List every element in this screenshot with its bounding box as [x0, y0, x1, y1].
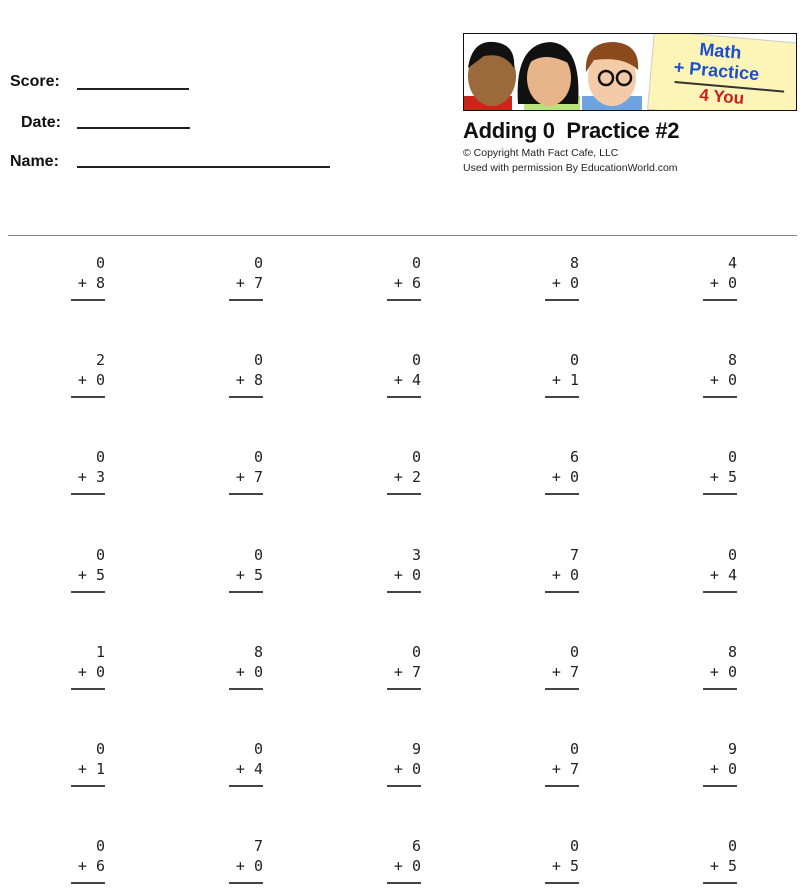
bottom-addend: 1 [569, 371, 579, 390]
bottom-addend: 7 [253, 274, 263, 292]
bottom-addend: 7 [253, 468, 263, 487]
bottom-addend-row [387, 662, 421, 682]
addition-problem [545, 836, 579, 884]
bottom-addend: 0 [411, 760, 421, 778]
bottom-addend-row [545, 759, 579, 779]
bottom-addend: 4 [411, 371, 421, 390]
plus-sign: + [709, 274, 719, 292]
top-addend: 0 [727, 545, 737, 564]
bottom-addend-row [229, 467, 263, 487]
answer-line[interactable] [387, 299, 421, 301]
answer-line[interactable] [703, 785, 737, 787]
bottom-addend-row [71, 370, 105, 390]
answer-line[interactable] [71, 493, 105, 495]
bottom-addend: 3 [95, 468, 105, 487]
bottom-addend-row [229, 565, 263, 585]
plus-sign: + [709, 468, 719, 487]
bottom-addend: 0 [569, 468, 579, 487]
top-addend: 0 [569, 642, 579, 661]
bottom-addend-row [71, 273, 105, 293]
addition-problem [545, 642, 579, 690]
bottom-addend-row [387, 467, 421, 487]
addition-problem [71, 642, 105, 690]
plus-sign: + [551, 468, 561, 487]
bottom-addend: 4 [253, 760, 263, 778]
addition-problem [387, 350, 421, 398]
answer-line[interactable] [229, 396, 263, 398]
bottom-addend: 0 [569, 565, 579, 584]
top-addend: 0 [95, 254, 105, 272]
bottom-addend-row [71, 759, 105, 779]
bottom-addend: 4 [727, 565, 737, 584]
bottom-addend: 5 [95, 565, 105, 584]
top-addend: 3 [411, 545, 421, 564]
top-addend: 0 [95, 448, 105, 467]
plus-sign: + [235, 857, 245, 876]
answer-line[interactable] [703, 396, 737, 398]
bottom-addend-row [387, 856, 421, 876]
answer-line[interactable] [387, 785, 421, 787]
top-addend: 0 [411, 642, 421, 661]
logo-math: Math [698, 39, 743, 63]
plus-sign: + [551, 760, 561, 778]
plus-sign: + [393, 662, 403, 681]
bottom-addend-row [71, 662, 105, 682]
bottom-addend-row [71, 467, 105, 487]
addition-problem [229, 545, 263, 593]
plus-sign: + [551, 274, 561, 292]
bottom-addend: 7 [569, 662, 579, 681]
addition-problem [387, 642, 421, 690]
bottom-addend-row [545, 662, 579, 682]
answer-line[interactable] [387, 396, 421, 398]
addition-problem [703, 253, 737, 301]
bottom-addend-row [229, 370, 263, 390]
bottom-addend-row [545, 856, 579, 876]
addition-problem [229, 642, 263, 690]
plus-sign: + [393, 274, 403, 292]
top-addend: 9 [727, 740, 737, 758]
answer-line[interactable] [71, 299, 105, 301]
addition-problem [703, 739, 737, 787]
bottom-addend-row [703, 759, 737, 779]
top-addend: 0 [253, 351, 263, 370]
answer-line[interactable] [545, 785, 579, 787]
bottom-addend: 2 [411, 468, 421, 487]
plus-sign: + [393, 760, 403, 778]
score-label: Score: [10, 73, 60, 90]
bottom-addend: 0 [727, 274, 737, 292]
addition-problem [545, 545, 579, 593]
top-addend: 4 [727, 254, 737, 272]
plus-sign: + [709, 857, 719, 876]
addition-problem [71, 447, 105, 495]
math-practice-logo [463, 33, 797, 111]
bottom-addend-row [387, 759, 421, 779]
addition-problem [71, 350, 105, 398]
answer-line[interactable] [387, 688, 421, 690]
plus-sign: + [77, 468, 87, 487]
bottom-addend-row [71, 565, 105, 585]
top-addend: 0 [727, 837, 737, 856]
kids-illustration [464, 34, 664, 110]
bottom-addend-row [229, 759, 263, 779]
top-addend: 0 [569, 351, 579, 370]
addition-problem [703, 447, 737, 495]
addition-problem [71, 253, 105, 301]
answer-line[interactable] [229, 785, 263, 787]
addition-problem [71, 836, 105, 884]
plus-sign: + [393, 371, 403, 390]
bottom-addend-row [229, 273, 263, 293]
plus-sign: + [393, 565, 403, 584]
bottom-addend: 0 [95, 662, 105, 681]
bottom-addend-row [703, 662, 737, 682]
plus-sign: + [235, 662, 245, 681]
bottom-addend-row [71, 856, 105, 876]
answer-line[interactable] [545, 591, 579, 593]
addition-problem [545, 253, 579, 301]
answer-line[interactable] [71, 688, 105, 690]
plus-sign: + [77, 565, 87, 584]
header-divider [8, 235, 797, 236]
bottom-addend: 7 [569, 760, 579, 778]
top-addend: 0 [253, 254, 263, 272]
bottom-addend: 0 [727, 371, 737, 390]
addition-problem [229, 350, 263, 398]
plus-sign: + [393, 468, 403, 487]
answer-line[interactable] [229, 299, 263, 301]
answer-line[interactable] [229, 688, 263, 690]
plus-sign: + [393, 857, 403, 876]
bottom-addend-row [545, 273, 579, 293]
bottom-addend: 5 [253, 565, 263, 584]
bottom-addend-row [703, 273, 737, 293]
bottom-addend-row [387, 565, 421, 585]
plus-sign: + [77, 760, 87, 778]
plus-sign: + [77, 371, 87, 390]
answer-line[interactable] [387, 493, 421, 495]
addition-problem [387, 447, 421, 495]
bottom-addend: 0 [253, 662, 263, 681]
top-addend: 0 [411, 351, 421, 370]
plus-sign: + [235, 565, 245, 584]
plus-sign: + [235, 274, 245, 292]
top-addend: 0 [727, 448, 737, 467]
addition-problem [545, 350, 579, 398]
bottom-addend: 0 [95, 371, 105, 390]
top-addend: 0 [95, 545, 105, 564]
addition-problem [703, 350, 737, 398]
bottom-addend: 0 [253, 857, 263, 876]
bottom-addend: 6 [411, 274, 421, 292]
plus-sign: + [551, 565, 561, 584]
top-addend: 6 [411, 837, 421, 856]
answer-line[interactable] [545, 396, 579, 398]
plus-sign: + [709, 371, 719, 390]
top-addend: 0 [95, 740, 105, 758]
addition-problem [387, 545, 421, 593]
bottom-addend-row [545, 467, 579, 487]
top-addend: 8 [727, 642, 737, 661]
answer-line[interactable] [545, 299, 579, 301]
top-addend: 7 [253, 837, 263, 856]
bottom-addend-row [545, 370, 579, 390]
bottom-addend: 0 [727, 760, 737, 778]
top-addend: 7 [569, 545, 579, 564]
plus-sign: + [709, 760, 719, 778]
addition-problem [703, 642, 737, 690]
answer-line[interactable] [703, 882, 737, 884]
answer-line[interactable] [229, 591, 263, 593]
top-addend: 0 [569, 740, 579, 758]
top-addend: 0 [253, 448, 263, 467]
answer-line[interactable] [703, 299, 737, 301]
answer-line[interactable] [545, 882, 579, 884]
bottom-addend: 0 [411, 857, 421, 876]
answer-line[interactable] [387, 882, 421, 884]
answer-line[interactable] [545, 688, 579, 690]
addition-problem [229, 739, 263, 787]
bottom-addend-row [387, 370, 421, 390]
bottom-addend-row [703, 856, 737, 876]
answer-line[interactable] [71, 396, 105, 398]
addition-problem [387, 836, 421, 884]
bottom-addend-row [545, 565, 579, 585]
addition-problem [229, 253, 263, 301]
bottom-addend: 0 [411, 565, 421, 584]
bottom-addend: 5 [727, 468, 737, 487]
bottom-addend: 5 [727, 857, 737, 876]
bottom-addend-row [703, 370, 737, 390]
addition-problem [703, 545, 737, 593]
date-field[interactable] [77, 127, 190, 129]
plus-sign: + [551, 662, 561, 681]
bottom-addend-row [703, 467, 737, 487]
worksheet-title: Adding 0 Practice #2 [463, 118, 680, 143]
addition-problem [387, 739, 421, 787]
bottom-addend-row [229, 662, 263, 682]
logo-practice: + Practice [672, 56, 760, 85]
logo-card [647, 33, 797, 111]
plus-sign: + [709, 662, 719, 681]
top-addend: 1 [95, 642, 105, 661]
score-field[interactable] [77, 88, 189, 90]
top-addend: 2 [95, 351, 105, 370]
plus-sign: + [551, 371, 561, 390]
bottom-addend: 1 [95, 760, 105, 778]
plus-sign: + [235, 760, 245, 778]
addition-problem [545, 739, 579, 787]
answer-line[interactable] [71, 591, 105, 593]
top-addend: 9 [411, 740, 421, 758]
bottom-addend-row [387, 273, 421, 293]
bottom-addend: 0 [727, 662, 737, 681]
top-addend: 0 [253, 740, 263, 758]
top-addend: 0 [411, 448, 421, 467]
bottom-addend-row [703, 565, 737, 585]
plus-sign: + [77, 274, 87, 292]
answer-line[interactable] [703, 688, 737, 690]
answer-line[interactable] [71, 785, 105, 787]
top-addend: 8 [569, 254, 579, 272]
copyright-text: © Copyright Math Fact Cafe, LLC [463, 147, 619, 159]
plus-sign: + [77, 662, 87, 681]
top-addend: 8 [727, 351, 737, 370]
answer-line[interactable] [71, 882, 105, 884]
top-addend: 0 [95, 837, 105, 856]
bottom-addend: 8 [253, 371, 263, 390]
answer-line[interactable] [387, 591, 421, 593]
plus-sign: + [77, 857, 87, 876]
addition-problem [71, 545, 105, 593]
top-addend: 0 [253, 545, 263, 564]
permission-text: Used with permission By EducationWorld.com [463, 162, 678, 174]
answer-line[interactable] [703, 493, 737, 495]
answer-line[interactable] [703, 591, 737, 593]
top-addend: 0 [411, 254, 421, 272]
addition-problem [71, 739, 105, 787]
date-label: Date: [21, 114, 62, 131]
bottom-addend: 5 [569, 857, 579, 876]
bottom-addend: 0 [569, 274, 579, 292]
name-field[interactable] [77, 166, 330, 168]
bottom-addend: 6 [95, 857, 105, 876]
addition-problem [703, 836, 737, 884]
bottom-addend: 8 [95, 274, 105, 292]
plus-sign: + [551, 857, 561, 876]
addition-problem [387, 253, 421, 301]
plus-sign: + [235, 371, 245, 390]
answer-line[interactable] [545, 493, 579, 495]
plus-sign: + [709, 565, 719, 584]
bottom-addend: 7 [411, 662, 421, 681]
addition-problem [545, 447, 579, 495]
top-addend: 6 [569, 448, 579, 467]
top-addend: 8 [253, 642, 263, 661]
bottom-addend-row [229, 856, 263, 876]
name-label: Name: [10, 153, 59, 170]
logo-4you: 4 You [698, 85, 745, 109]
answer-line[interactable] [229, 882, 263, 884]
top-addend: 0 [569, 837, 579, 856]
answer-line[interactable] [229, 493, 263, 495]
addition-problem [229, 836, 263, 884]
plus-sign: + [235, 468, 245, 487]
addition-problem [229, 447, 263, 495]
